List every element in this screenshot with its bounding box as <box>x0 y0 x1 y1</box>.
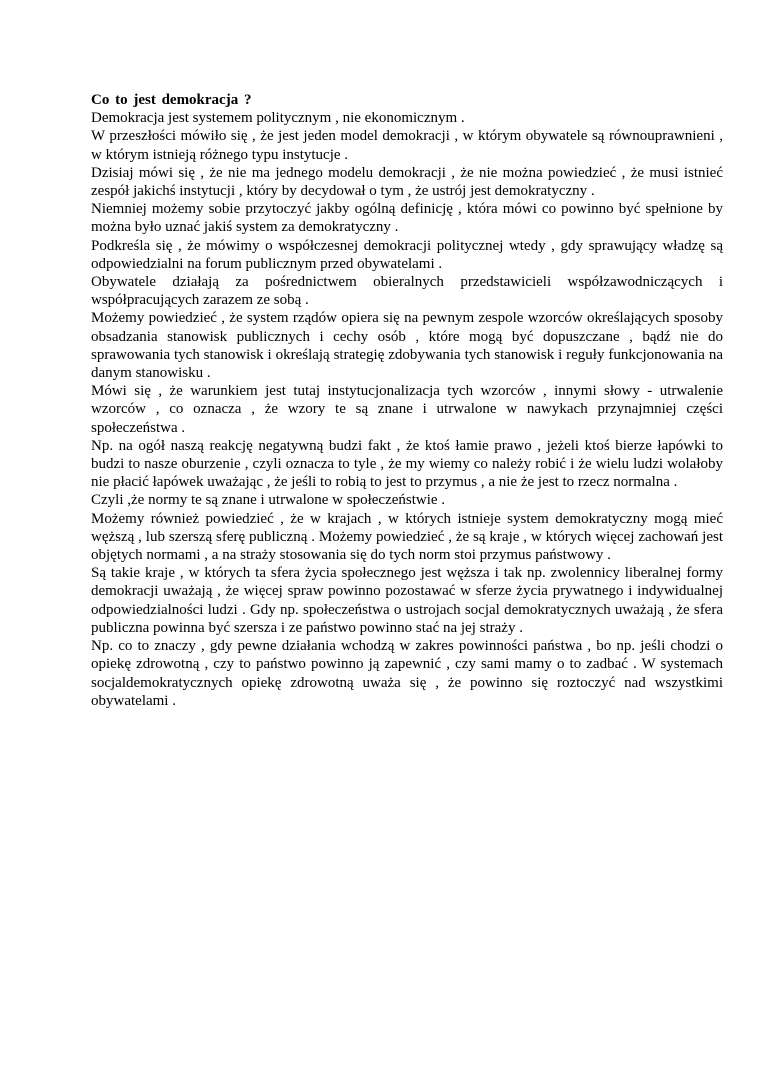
paragraph: Np. co to znaczy , gdy pewne działania wchodzą w zakres powinności państwa , bo np. jeśli chodzi o opiekę zdrowotną , czy to państwo powinno ją zapewnić , czy sami mamy o to zadbać . W systemach socjaldemokratycznych opiekę zdrowotną uważa się , że powinno się roztoczyć nad wszystkimi obywatelami . <box>91 638 723 709</box>
paragraph: Dzisiaj mówi się , że nie ma jednego modelu demokracji , że nie można powiedzieć , że musi istnieć zespół jakichś instytucji , który by decydował o tym , że ustrój jest demokratyczny . <box>91 164 723 200</box>
paragraph: Mówi się , że warunkiem jest tutaj instytucjonalizacja tych wzorców , innymi słowy - utrwalenie wzorców , co oznacza , że wzory te są znane i utrwalone w nawykach przynajmniej części społeczeństwa . <box>91 383 723 436</box>
paragraph: Czyli ,że normy te są znane i utrwalone w społeczeństwie . <box>91 492 446 509</box>
paragraph: Niemniej możemy sobie przytoczyć jakby ogólną definicję , która mówi co powinno być spełnione by można było uznać jakiś system za demokratyczny . <box>91 201 723 236</box>
paragraph: Są takie kraje , w których ta sfera życia społecznego jest węższa i tak np. zwolennicy liberalnej formy demokracji uważają , że więcej spraw powinno pozostawać w sferze życia prywatnego i indywidualnej odpowiedzialności ludzi . Gdy np. społeczeństwa o ustrojach socjal demokratycznych uważają , że sfera publiczna powinna być szersza i ze państwo powinno stać na jej straży . <box>91 565 723 636</box>
paragraph: Demokracja jest systemem politycznym , nie ekonomicznym . <box>91 110 465 127</box>
paragraph: Obywatele działają za pośrednictwem obieralnych przedstawicieli współzawodniczących i współpracujących zarazem ze sobą . <box>91 274 723 309</box>
document-title: Co to jest demokracja ? <box>91 92 252 108</box>
document-body <box>91 91 723 710</box>
paragraph: Możemy również powiedzieć , że w krajach , w których istnieje system demokratyczny mogą mieć węższą , lub szerszą sferę publiczną . Możemy powiedzieć , że są kraje , w których więcej zachowań jest objętych normami , a na straży stosowania się do tych norm stoi przymus państwowy . <box>91 510 723 564</box>
paragraph: W przeszłości mówiło się , że jest jeden model demokracji , w którym obywatele są równouprawnieni , w którym istnieją różnego typu instytucje . <box>91 128 723 163</box>
paragraph: Podkreśla się , że mówimy o współczesnej demokracji politycznej wtedy , gdy sprawujący władzę są odpowiedzialni na forum publicznym przed obywatelami . <box>91 237 723 272</box>
paragraph: Możemy powiedzieć , że system rządów opiera się na pewnym zespole wzorców określających sposoby obsadzania stanowisk publicznych i cechy osób , które mogą być dopuszczane , bądź nie do sprawowania tych stanowisk i określają strategię zdobywania tych stanowisk i reguły funkcjonowania na danym stanowisku . <box>91 310 723 382</box>
paragraph: Np. na ogół naszą reakcję negatywną budzi fakt , że ktoś łamie prawo , jeżeli ktoś bierze łapówki to budzi to nasze oburzenie , czyli oznacza to tyle , że my wiemy co należy robić i że wielu ludzi wolałoby nie płacić łapówek uważając , że jeśli to robią to jest to przymus , a nie że jest to rzecz normalna . <box>91 437 723 491</box>
